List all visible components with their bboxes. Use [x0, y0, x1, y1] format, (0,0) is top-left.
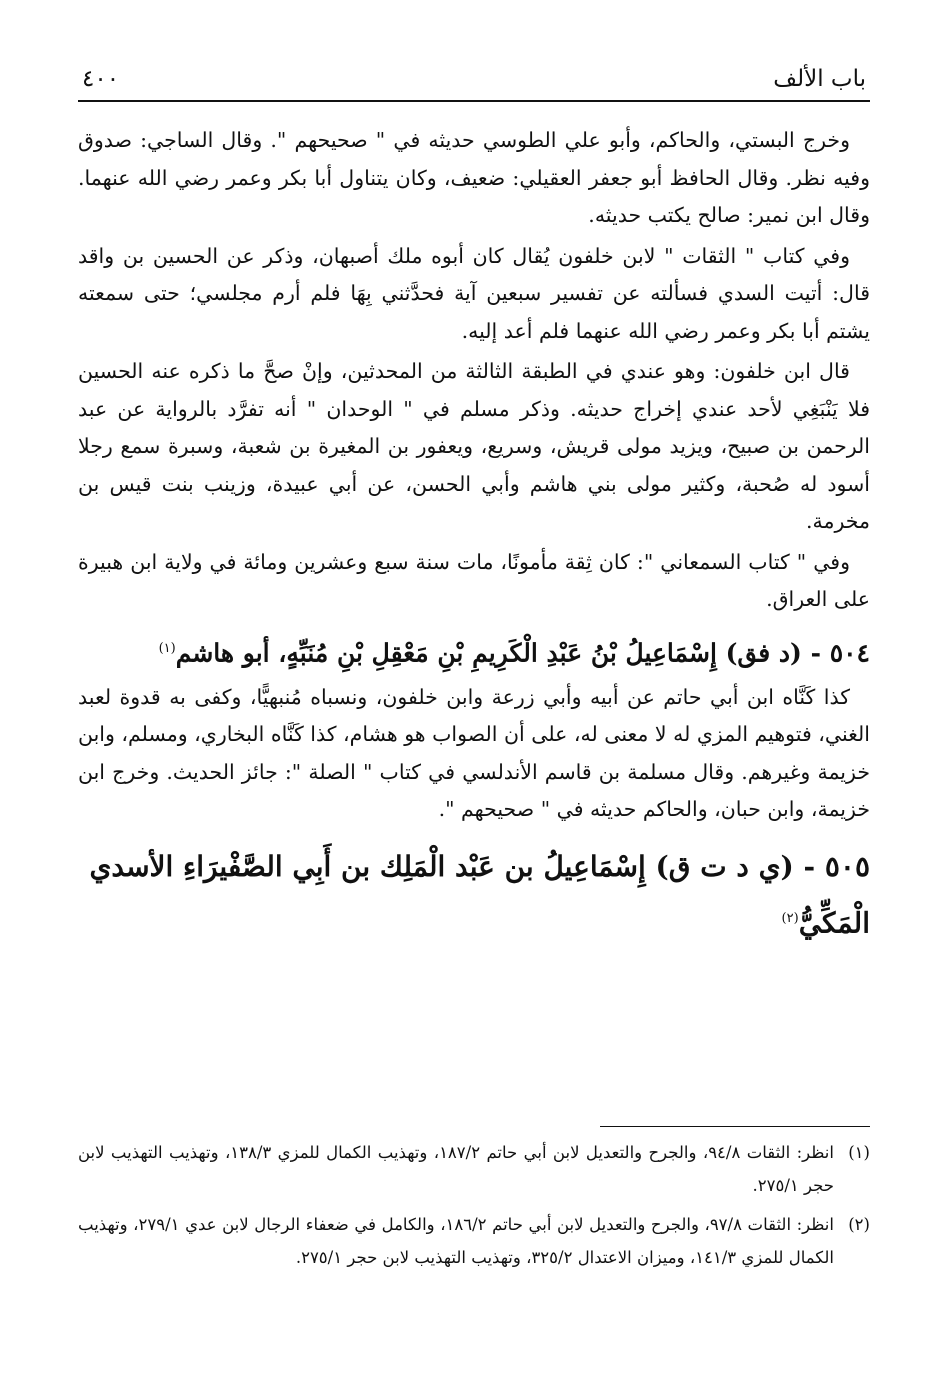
footnote [78, 1136, 870, 1202]
footnotes [78, 1136, 870, 1280]
paragraph: وفي " كتاب السمعاني ": كان ثِقة مأمونًا، مات سنة سبع وعشرين ومائة في ولاية ابن هبيرة على العراق. [78, 549, 870, 611]
running-header [78, 60, 870, 102]
paragraph: قال ابن خلفون: وهو عندي في الطبقة الثالثة من المحدثين، وإنْ صحَّ ما ذكره عنه الحسين فلا يَنْبَغِي لأحد عندي إخراج حديثه. وذكر مسلم في " الوحدان " أنه تفرَّد بالرواية عن عبد الرحمن بن صبيح، ويزيد مولى قريش، وسريع، ويعفور بن المغيرة بن شعبة، وسبرة سمع رجلا أسود له صُحبة، وكثير مولى بني هاشم وأبي الحسن، عن أبي عبيدة، وزينب بنت قيس بن مخرمة. [78, 359, 870, 533]
paragraph: كذا كَنَّاه ابن أبي حاتم عن أبيه وأبي زرعة وابن خلفون، ونسباه مُنبهيًّا، وكفى به قدوة لعبد الغني، فتوهيم المزي له لا معنى له، على أن الصواب هو هشام، كذا كَنَّاه البخاري، ومسلم، وابن خزيمة وغيرهم. وقال مسلمة بن قاسم الأندلسي في كتاب " الصلة ": جائز الحديث. وخرج ابن خزيمة، وابن حبان، والحاكم حديثه في " صحيحهم ". [78, 684, 870, 822]
entry-title: (ي د ت ق) إِسْمَاعِيلُ بن عَبْد الْمَلِك بن أَبِي الصَّفْيرَاءِ الأسدي الْمَكِّيُّ [89, 849, 870, 940]
entry-heading-505 [78, 841, 870, 949]
paragraph: وفي كتاب " الثقات " لابن خلفون يُقال كان أبوه ملك أصبهان، وذكر عن الحسين بن واقد قال: أتيت السدي فسألته عن تفسير سبعين آية فحدَّثني بِهَا فلم أرم مجلسي؛ حتى سمعته يشتم أبا بكر وعمر رضي الله عنهما فلم أعد إليه. [78, 243, 870, 343]
footnote-text: انظر: الثقات ٩٧/٨، والجرح والتعديل لابن أبي حاتم ١٨٦/٢، والكامل في ضعفاء الرجال لابن عدي ٢٧٩/١، وتهذيب الكمال للمزي ١٤١/٣، وميزان الاعتدال ٣٢٥/٢، وتهذيب التهذيب لابن حجر ٢٧٥/١. [78, 1215, 834, 1267]
entry-heading-504 [78, 627, 870, 675]
footnote-reference: (٢) [781, 910, 799, 926]
footnote [78, 1208, 870, 1274]
main-text [78, 122, 870, 953]
book-page [78, 0, 870, 1377]
paragraph: وخرج البستي، والحاكم، وأبو علي الطوسي حديثه في " صحيحهم ". وقال الساجي: صدوق وفيه نظر. وقال الحافظ أبو جعفر العقيلي: ضعيف، وكان يتناول أبا بكر وعمر رضي الله عنهما. وقال ابن نمير: صالح يكتب حديثه. [78, 128, 870, 227]
footnote-separator [600, 1126, 870, 1127]
chapter-title: باب الألف [773, 66, 866, 92]
entry-number: ٥٠٥ - [803, 849, 870, 883]
footnote-text: انظر: الثقات ٩٤/٨، والجرح والتعديل لابن أبي حاتم ١٨٧/٢، وتهذيب الكمال للمزي ١٣٨/٣، وتهذيب التهذيب لابن حجر ٢٧٥/١. [78, 1143, 834, 1195]
footnote-number: (١) [848, 1143, 870, 1162]
entry-title: (د فق) إِسْمَاعِيلُ بْنُ عَبْدِ الْكَرِيمِ بْنِ مَعْقِلِ بْنِ مُنَبِّهٍ، أبو هاشم [175, 637, 802, 667]
footnote-reference: (١) [158, 640, 176, 656]
entry-number: ٥٠٤ - [810, 637, 870, 667]
footnote-number: (٢) [848, 1215, 870, 1234]
page-number: ٤٠٠ [82, 66, 120, 92]
